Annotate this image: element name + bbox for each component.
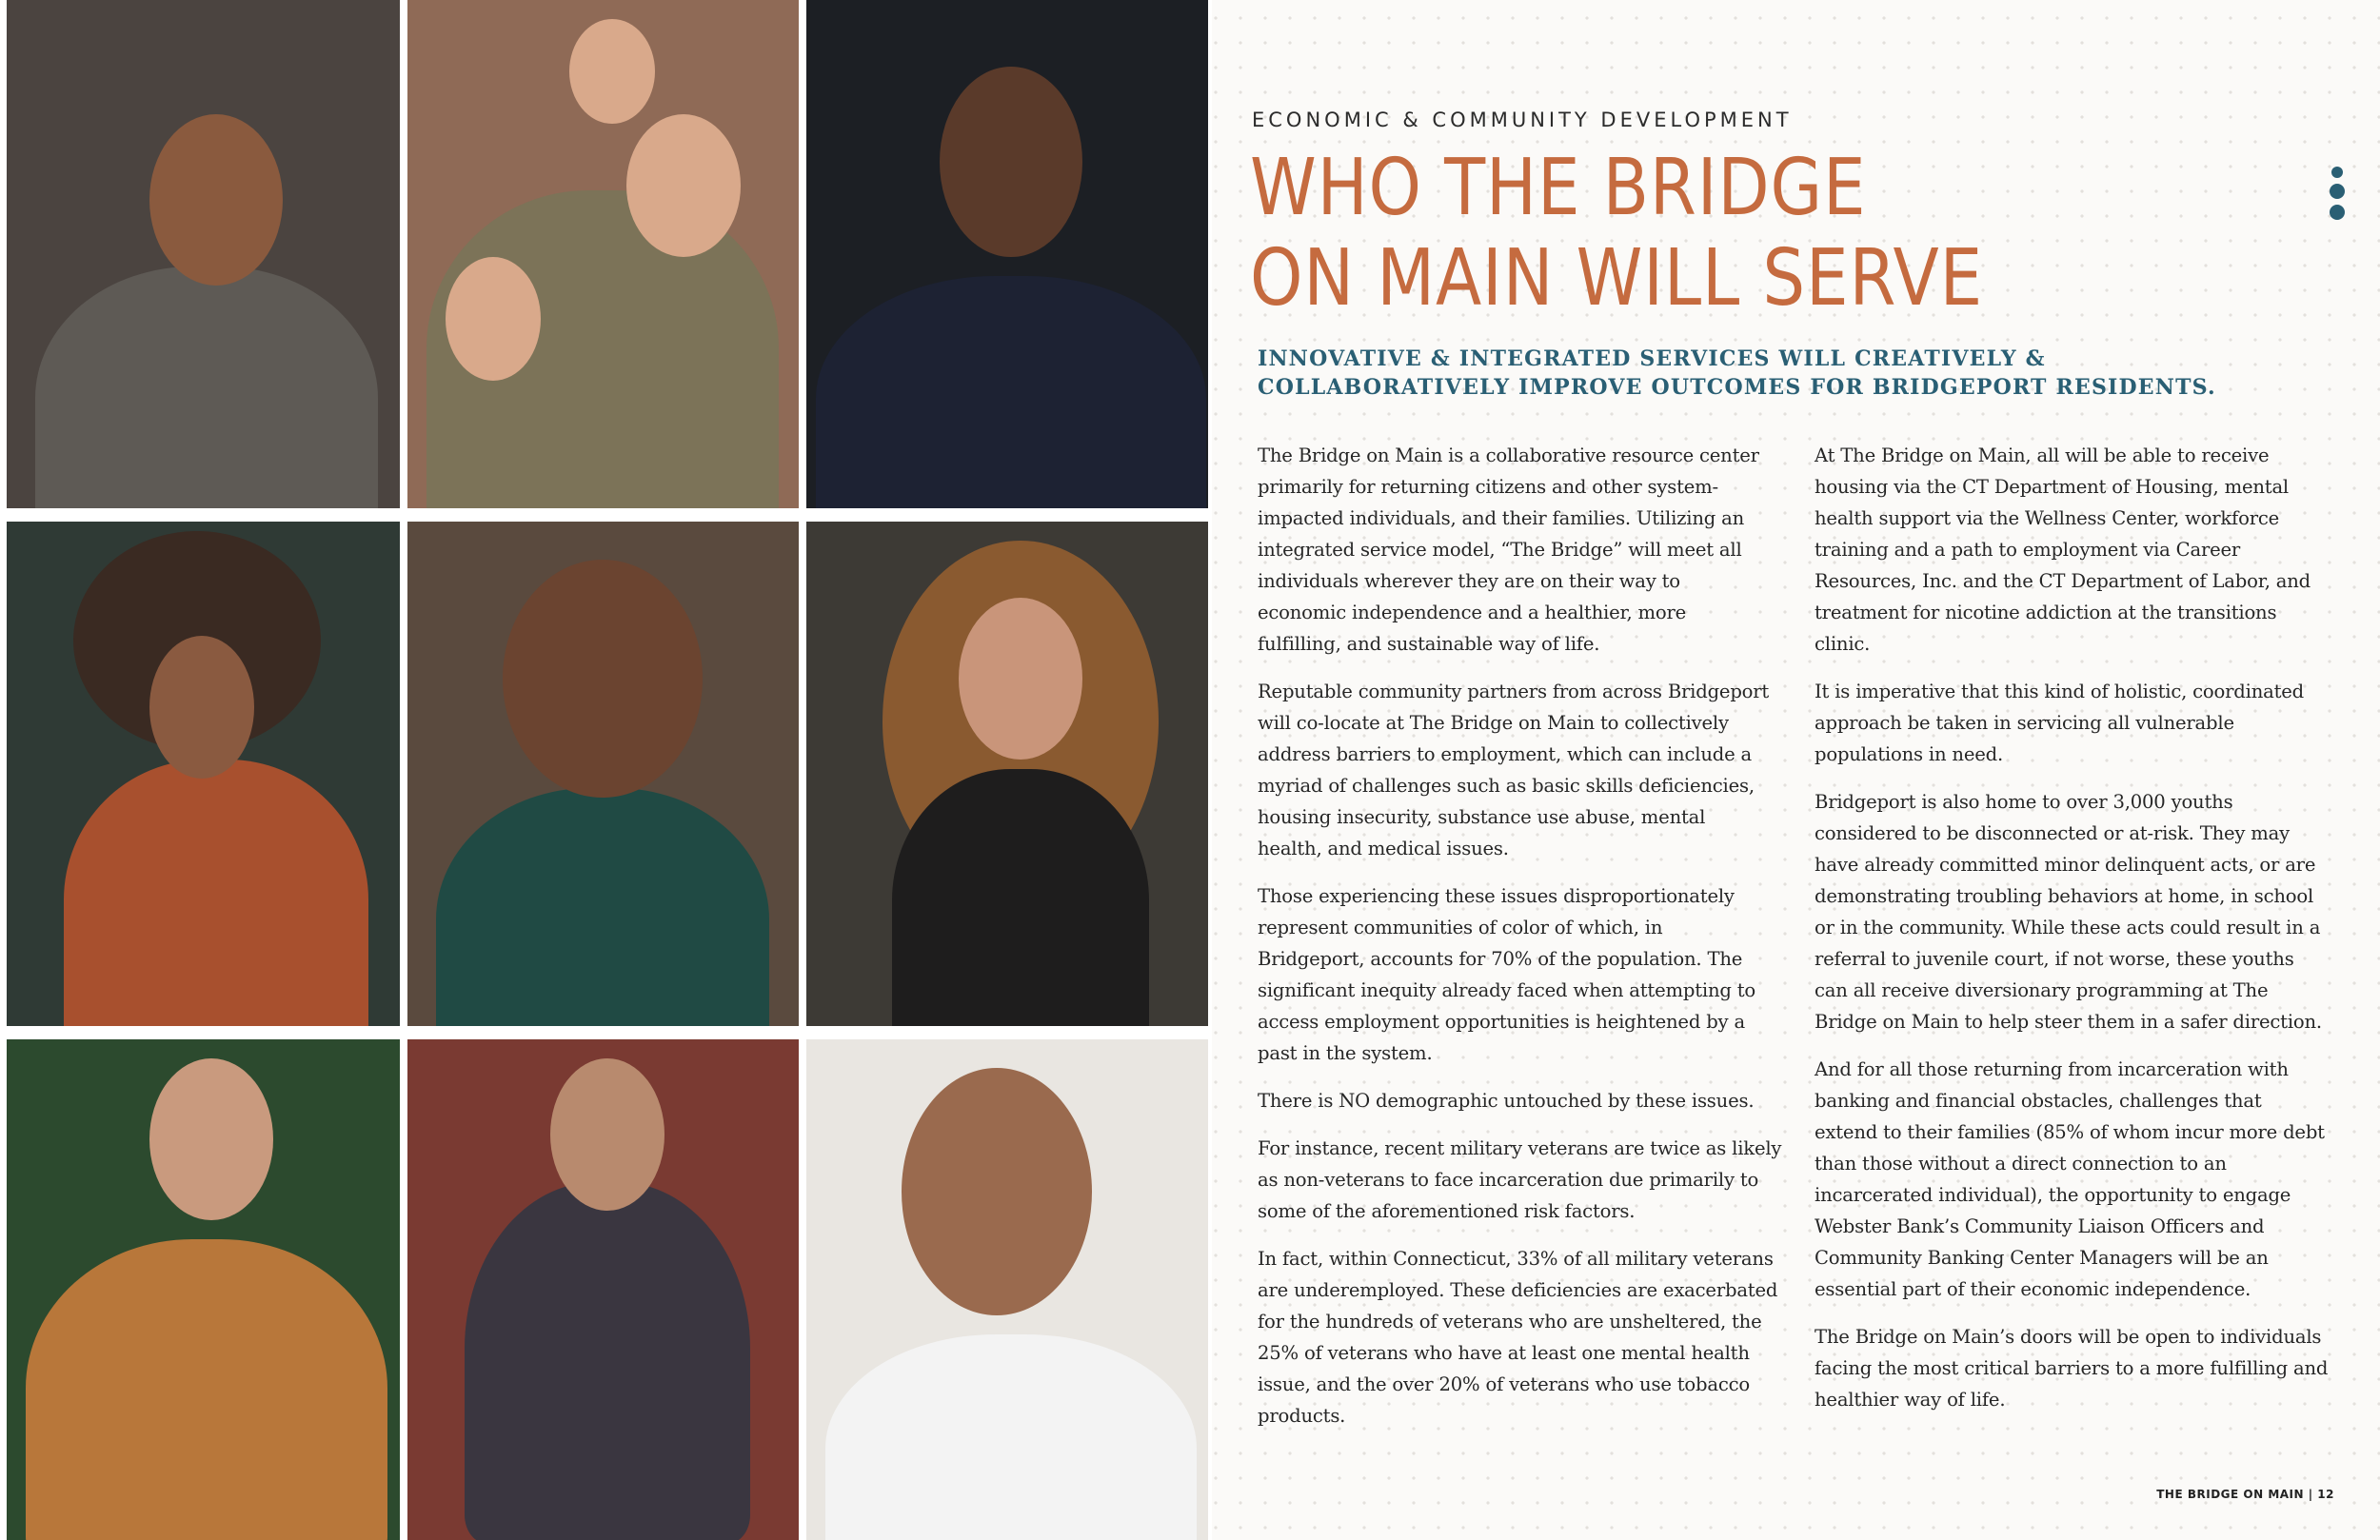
body-line: Reputable community partners from across Bridgeport (1258, 681, 1770, 702)
body-line: will co-locate at The Bridge on Main to collectively (1258, 712, 1729, 734)
body-line: some of the aforementioned risk factors. (1258, 1200, 1636, 1222)
body-line: Resources, Inc. and the CT Department of Labor, and (1815, 570, 2311, 592)
body-line: There is NO demographic untouched by these issues. (1258, 1090, 1755, 1112)
body-line: past in the system. (1258, 1042, 1433, 1064)
body-line: primarily for returning citizens and other system- (1258, 476, 1718, 498)
subtitle-line: COLLABORATIVELY IMPROVE OUTCOMES FOR BRIDGEPORT RESIDENTS. (1258, 375, 2216, 400)
body-line: It is imperative that this kind of holistic, coordinated (1815, 681, 2305, 702)
body-line: issue, and the over 20% of veterans who use tobacco (1258, 1373, 1750, 1395)
body-paragraph (1815, 1321, 2357, 1415)
body-line: address barriers to employment, which can include a (1258, 743, 1752, 765)
dot-icon (2330, 184, 2345, 199)
body-line: or in the community. While these acts could result in a (1815, 917, 2321, 938)
body-line: impacted individuals, and their families. Utilizing an (1258, 507, 1745, 529)
photo-man-license-plates (407, 1039, 799, 1540)
body-line: And for all those returning from incarceration with (1815, 1058, 2289, 1080)
body-column-right (1815, 440, 2357, 1431)
photo-bearded-man-apron (7, 0, 400, 508)
body-line: facing the most critical barriers to a more fulfilling and (1815, 1357, 2329, 1379)
body-line: Those experiencing these issues disproportionately (1258, 885, 1735, 907)
body-line: can all receive diversionary programming at The (1815, 979, 2269, 1001)
body-line: have already committed minor delinquent acts, or are (1815, 854, 2316, 876)
body-line: housing via the CT Department of Housing, mental (1815, 476, 2290, 498)
body-line: demonstrating troubling behaviors at home, in school (1815, 885, 2314, 907)
body-paragraph (1258, 1085, 1800, 1116)
body-line: The Bridge on Main is a collaborative resource center (1258, 444, 1759, 466)
body-line: Bridgeport, accounts for 70% of the population. The (1258, 948, 1743, 970)
body-line: At The Bridge on Main, all will be able to receive (1815, 444, 2270, 466)
body-line: Community Banking Center Managers will be an (1815, 1247, 2269, 1269)
body-line: extend to their families (85% of whom incur more debt (1815, 1121, 2325, 1143)
content-panel (1250, 0, 2345, 1540)
body-line: represent communities of color of which, in (1258, 917, 1663, 938)
page-title (1250, 143, 1983, 324)
body-line: products. (1258, 1405, 1346, 1427)
body-line: housing insecurity, substance use abuse, mental (1258, 806, 1706, 828)
body-paragraph (1258, 676, 1800, 864)
body-line: In fact, within Connecticut, 33% of all military veterans (1258, 1248, 1774, 1270)
dot-icon (2331, 167, 2343, 178)
subtitle-line: INNOVATIVE & INTEGRATED SERVICES WILL CREATIVELY & (1258, 346, 2046, 371)
body-line: approach be taken in servicing all vulnerable (1815, 712, 2234, 734)
body-paragraph (1258, 1243, 1800, 1431)
body-line: health, and medical issues. (1258, 838, 1509, 859)
page-footer: THE BRIDGE ON MAIN | 12 (2156, 1488, 2334, 1501)
body-line: 25% of veterans who have at least one mental health (1258, 1342, 1750, 1364)
body-line: economic independence and a healthier, more (1258, 602, 1687, 623)
body-paragraph (1258, 1133, 1800, 1227)
body-line: Bridgeport is also home to over 3,000 youths (1815, 791, 2233, 813)
body-paragraph (1258, 880, 1800, 1069)
body-line: referral to juvenile court, if not worse, these youths (1815, 948, 2294, 970)
body-line: integrated service model, “The Bridge” will meet all (1258, 539, 1742, 561)
body-column-left (1258, 440, 1800, 1448)
page-title-line: WHO THE BRIDGE (1250, 143, 1867, 233)
photo-woman-tattoos (806, 522, 1208, 1026)
photo-military-family (407, 0, 799, 508)
body-line: for the hundreds of veterans who are unsheltered, the (1258, 1311, 1762, 1333)
photo-woman-gray-hair (7, 1039, 400, 1540)
body-line: For instance, recent military veterans are twice as likely (1258, 1137, 1782, 1159)
body-line: fulfilling, and sustainable way of life. (1258, 633, 1600, 655)
body-line: health support via the Wellness Center, workforce (1815, 507, 2280, 529)
body-paragraph (1258, 440, 1800, 660)
subtitle (1258, 345, 2216, 402)
body-line: incarcerated individual), the opportunity to engage (1815, 1184, 2291, 1206)
page-indicator-dots (2330, 167, 2345, 226)
body-line: banking and financial obstacles, challenges that (1815, 1090, 2262, 1112)
body-line: treatment for nicotine addiction at the transitions (1815, 602, 2277, 623)
photo-smiling-woman-braids (407, 522, 799, 1026)
page-title-line: ON MAIN WILL SERVE (1250, 233, 1983, 324)
body-paragraph (1815, 1054, 2357, 1305)
photo-older-man-cap (806, 1039, 1208, 1540)
body-paragraph (1815, 786, 2357, 1037)
body-line: clinic. (1815, 633, 1871, 655)
body-line: Webster Bank’s Community Liaison Officers and (1815, 1215, 2265, 1237)
body-line: as non-veterans to face incarceration due primarily to (1258, 1169, 1759, 1191)
body-line: significant inequity already faced when attempting to (1258, 979, 1756, 1001)
photo-curly-hair-person (7, 522, 400, 1026)
body-line: individuals wherever they are on their way to (1258, 570, 1680, 592)
body-line: The Bridge on Main’s doors will be open to individuals (1815, 1326, 2322, 1348)
body-line: myriad of challenges such as basic skills deficiencies, (1258, 775, 1755, 797)
body-line: essential part of their economic independence. (1815, 1278, 2251, 1300)
body-paragraph (1815, 440, 2357, 660)
body-line: access employment opportunities is heightened by a (1258, 1011, 1745, 1033)
body-line: Bridge on Main to help steer them in a safer direction. (1815, 1011, 2322, 1033)
section-label: ECONOMIC & COMMUNITY DEVELOPMENT (1252, 109, 1793, 131)
dot-icon (2330, 205, 2345, 220)
photo-man-glasses (806, 0, 1208, 508)
body-line: populations in need. (1815, 743, 2003, 765)
body-paragraph (1815, 676, 2357, 770)
body-line: healthier way of life. (1815, 1389, 2006, 1411)
body-line: considered to be disconnected or at-risk. They may (1815, 822, 2291, 844)
body-line: are underemployed. These deficiencies are exacerbated (1258, 1279, 1778, 1301)
body-line: than those without a direct connection to an (1815, 1153, 2227, 1175)
body-line: training and a path to employment via Career (1815, 539, 2241, 561)
